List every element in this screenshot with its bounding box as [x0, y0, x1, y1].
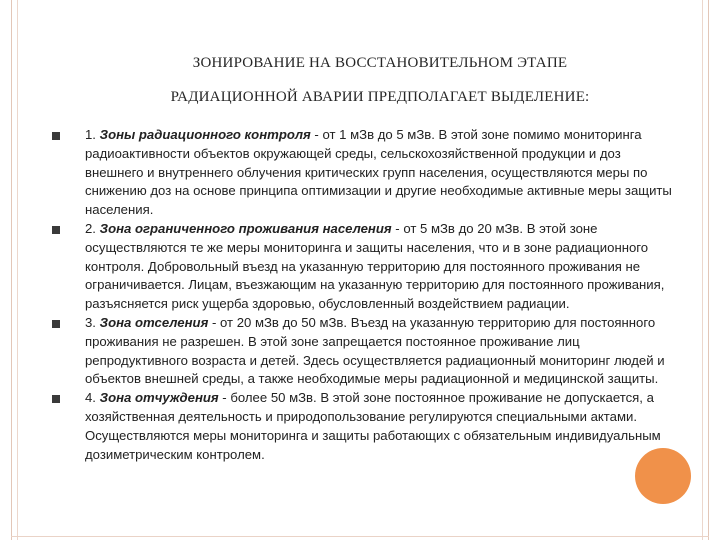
zone-name: Зона ограниченного проживания населения — [99, 220, 392, 236]
item-text: - от 20 мЗв до 50 мЗв. Въезд на указанную территорию для постоянного проживания не разрешен. В этой зоне запрещается постоянное проживание лиц репродуктивного возраста и детей. Здесь осуществляется радиационный мониторинг людей и объектов внешней среды, а также необходимые меры радиационной и медицинской защиты. — [85, 314, 665, 387]
slide-title — [60, 46, 700, 114]
item-number: 3. — [85, 314, 100, 330]
list-item — [50, 389, 682, 464]
zone-list — [50, 126, 682, 464]
zone-name: Зоны радиационного контроля — [99, 127, 311, 142]
decorative-circle — [635, 448, 691, 504]
zone-name: Зона отчуждения — [99, 390, 219, 406]
item-text: - от 5 мЗв до 20 мЗв. В этой зоне осуществляются те же меры мониторинга и защиты населения, что и в зоне радиационного контроля. Добровольный въезд на указанную территорию для постоянного проживания не ограничивается. Лицам, въезжающим на указанную территорию для постоянного проживания, разъясняется риск ущерба здоровью, обусловленный воздействием радиации. — [85, 220, 665, 312]
bullet-square-icon — [52, 226, 60, 234]
bullet-square-icon — [52, 132, 60, 140]
item-number: 4. — [85, 390, 100, 406]
item-number: 1. — [85, 127, 100, 142]
item-text: - более 50 мЗв. В этой зоне постоянное проживание не допускается, а хозяйственная деятельность и природопользование регулируются специальными актами. Осуществляются меры мониторинга и защиты работающих с обязательным индивидуальным дозиметрическим контролем. — [85, 390, 661, 462]
item-number: 2. — [85, 220, 100, 236]
list-item — [50, 126, 682, 220]
title-line-1: ЗОНИРОВАНИЕ НА ВОССТАНОВИТЕЛЬНОМ ЭТАПЕ — [192, 55, 568, 71]
zone-name: Зона отселения — [99, 314, 209, 330]
slide-frame-bottom — [11, 536, 709, 537]
title-line-2: РАДИАЦИОННОЙ АВАРИИ ПРЕДПОЛАГАЕТ ВЫДЕЛЕНИЕ: — [170, 89, 590, 105]
bullet-square-icon — [52, 395, 60, 403]
list-item — [50, 314, 682, 389]
item-text: - от 1 мЗв до 5 мЗв. В этой зоне помимо мониторинга радиоактивности объектов окружающей среды, сельскохозяйственной продукции и доз внешнего и внутреннего облучения критических групп населения, осуществляются меры по снижению доз на основе принципа оптимизации и другие необходимые активные меры защиты населения. — [85, 127, 672, 218]
bullet-square-icon — [52, 320, 60, 328]
list-item — [50, 220, 682, 314]
